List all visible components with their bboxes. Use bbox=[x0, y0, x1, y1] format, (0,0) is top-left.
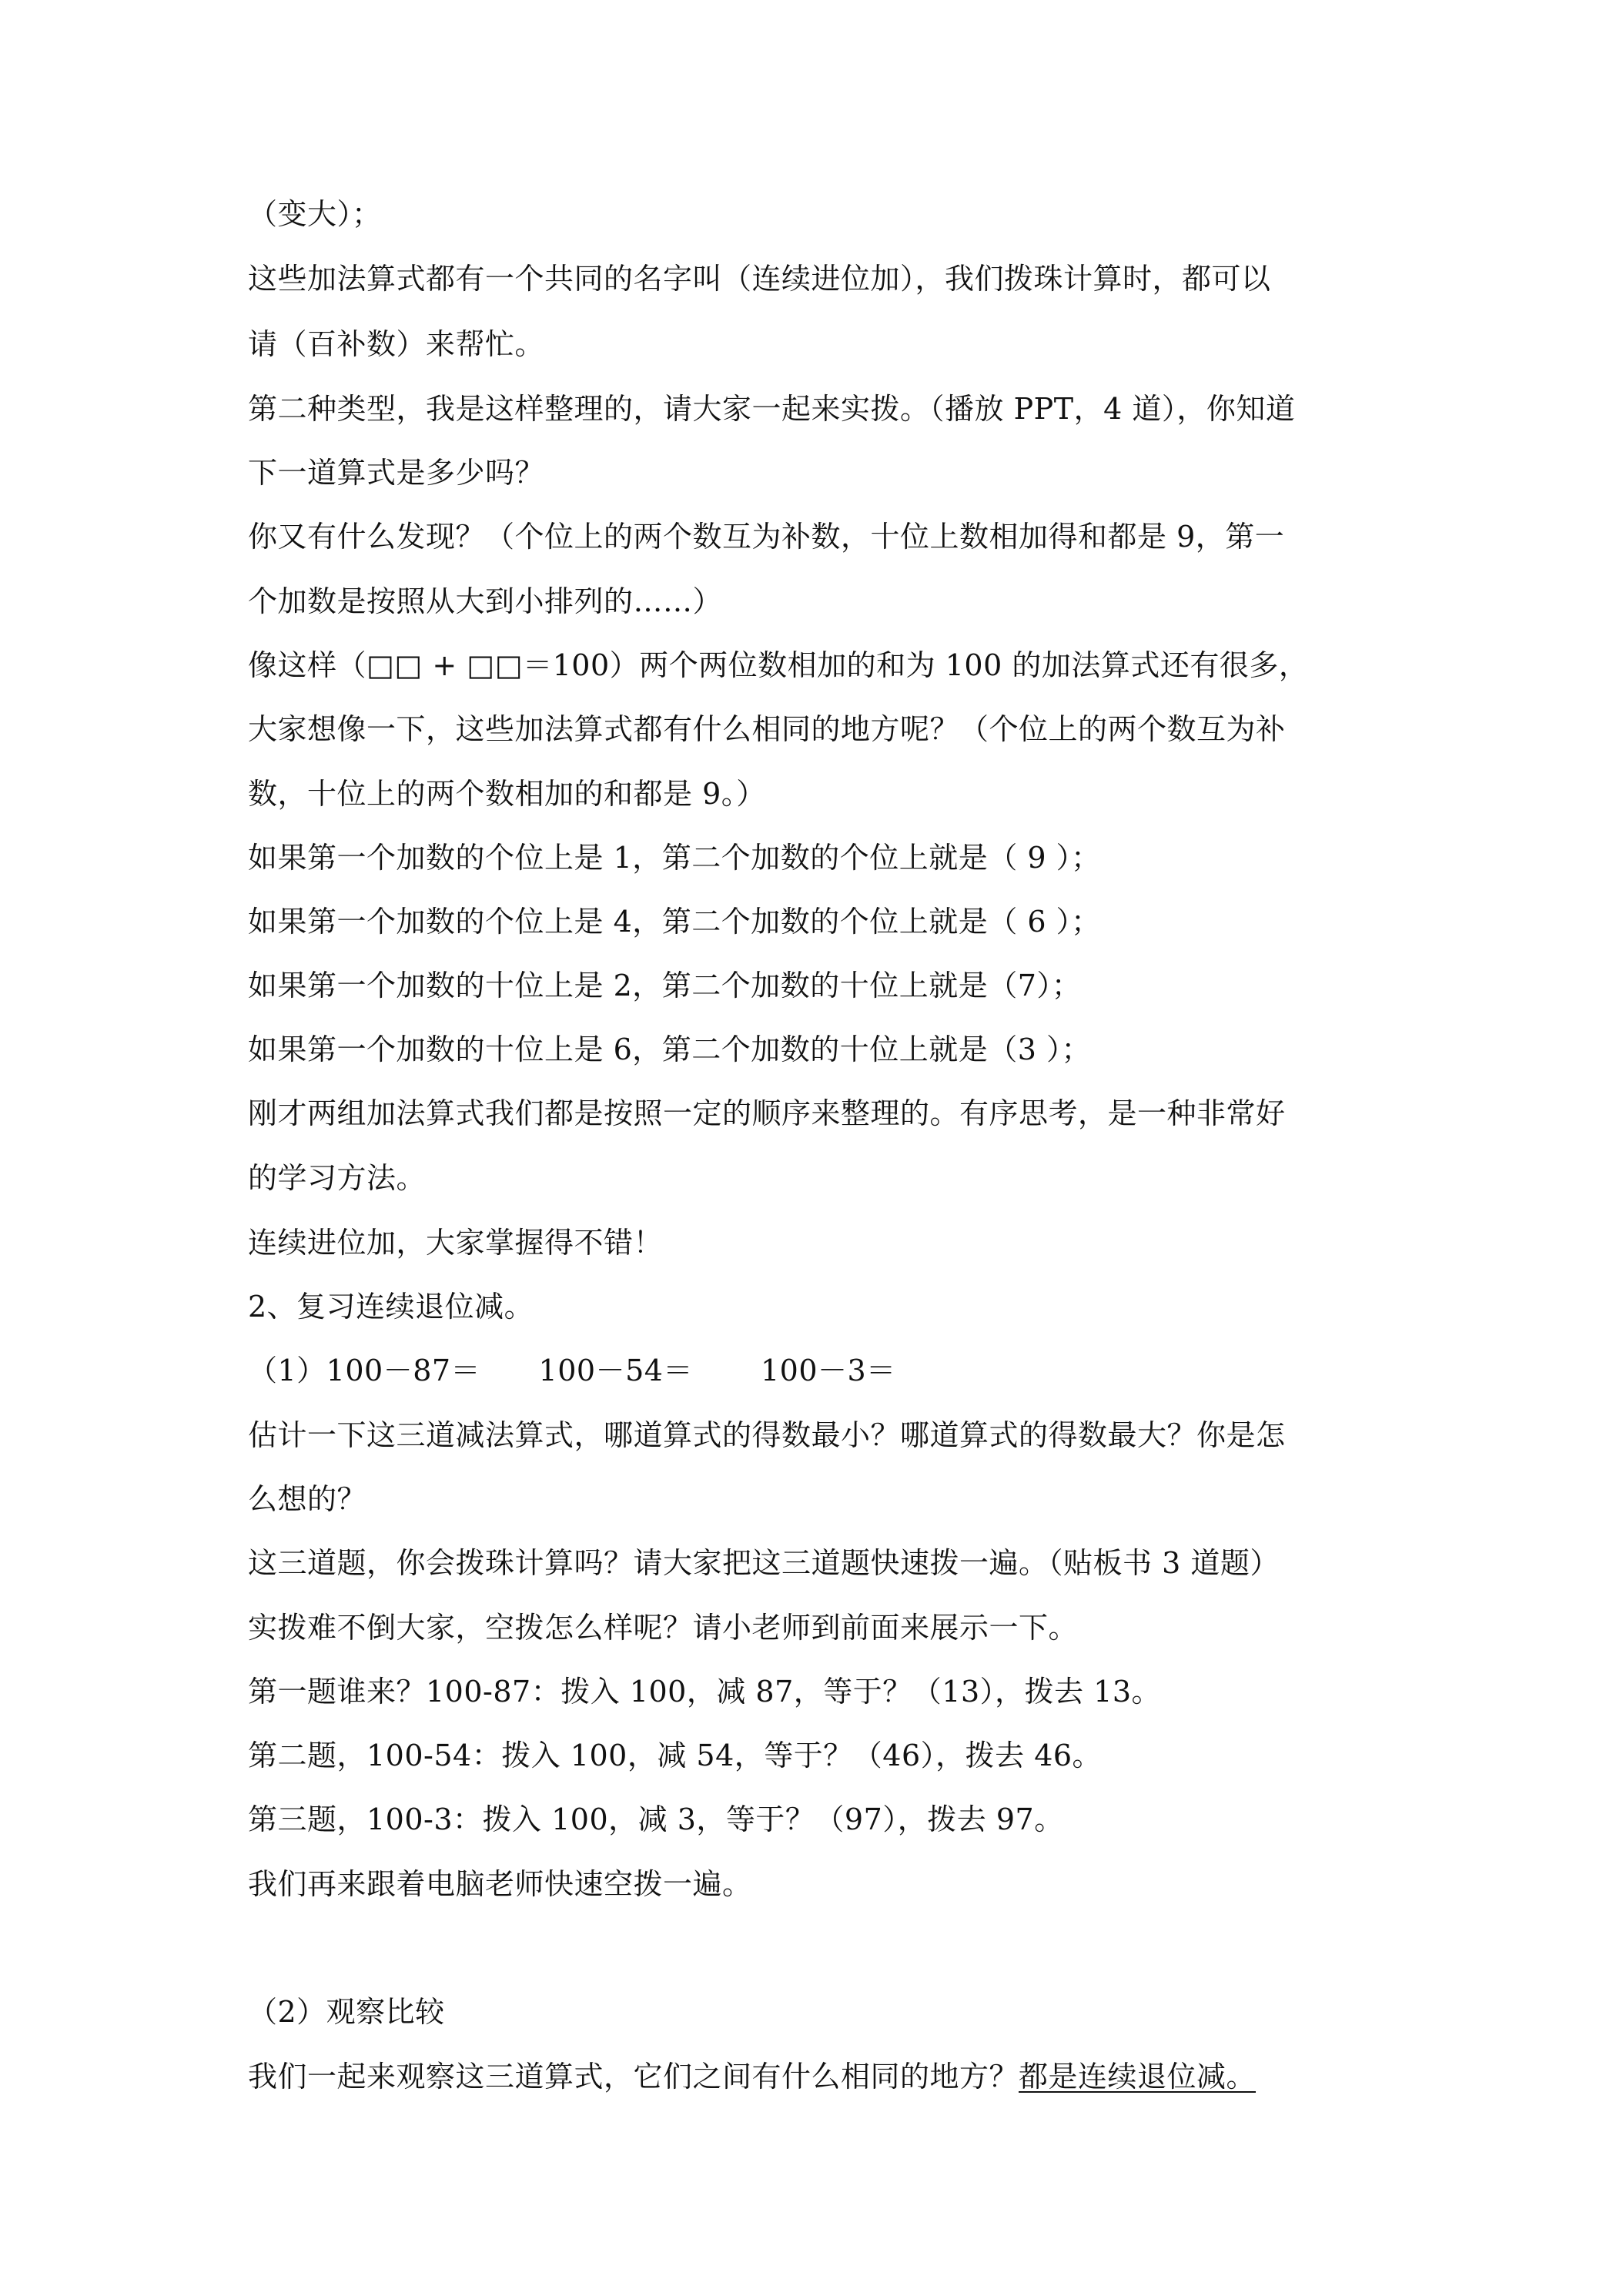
text-line bbox=[248, 2058, 1256, 2095]
text-line: 这些加法算式都有一个共同的名字叫（连续进位加），我们拨珠计算时，都可以 bbox=[248, 262, 1271, 296]
text-line: 第三题，100-3：拨入 100，减 3，等于？（97），拨去 97。 bbox=[248, 1802, 1064, 1836]
text-line: 第一题谁来？100-87：拨入 100，减 87，等于？（13），拨去 13。 bbox=[248, 1675, 1162, 1709]
question-text: 我们一起来观察这三道算式，它们之间有什么相同的地方？ bbox=[248, 2060, 1019, 2094]
text-line: （变大）； bbox=[248, 197, 382, 231]
text-line: 你又有什么发现？（个位上的两个数互为补数，十位上数相加得和都是 9，第一 bbox=[248, 520, 1285, 554]
text-line: 个加数是按照从大到小排列的……） bbox=[248, 584, 723, 618]
text-line: 连续进位加，大家掌握得不错！ bbox=[248, 1226, 664, 1260]
text-line: 实拨难不倒大家，空拨怎么样呢？请小老师到前面来展示一下。 bbox=[248, 1611, 1079, 1645]
text-line: 大家想像一下，这些加法算式都有什么相同的地方呢？（个位上的两个数互为补 bbox=[248, 712, 1286, 746]
text-line: 这三道题，你会拨珠计算吗？请大家把这三道题快速拨一遍。（贴板书 3 道题） bbox=[248, 1546, 1280, 1580]
text-line: 请（百补数）来帮忙。 bbox=[248, 327, 545, 361]
text-line: 的学习方法。 bbox=[248, 1161, 427, 1195]
text-line: 么想的？ bbox=[248, 1482, 367, 1516]
text-line: 我们再来跟着电脑老师快速空拨一遍。 bbox=[248, 1867, 752, 1901]
text-line: 下一道算式是多少吗？ bbox=[248, 456, 545, 490]
text-line: 第二种类型，我是这样整理的，请大家一起来实拨。（播放 PPT，4 道），你知道 bbox=[248, 392, 1296, 426]
text-line: 数，十位上的两个数相加的和都是 9。） bbox=[248, 777, 766, 811]
text-line: 刚才两组加法算式我们都是按照一定的顺序来整理的。有序思考，是一种非常好 bbox=[248, 1096, 1286, 1130]
text-line: 估计一下这三道减法算式，哪道算式的得数最小？哪道算式的得数最大？你是怎 bbox=[248, 1418, 1286, 1452]
section-heading: （2）观察比较 bbox=[248, 1995, 445, 2029]
section-heading: 2、复习连续退位减。 bbox=[248, 1290, 534, 1324]
text-line: 像这样（□□ + □□＝100）两个两位数相加的和为 100 的加法算式还有很多， bbox=[248, 648, 1309, 682]
equation-line: （1）100－87＝ 100－54＝ 100－3＝ bbox=[248, 1354, 896, 1387]
text-line: 如果第一个加数的个位上是 4，第二个加数的个位上就是（ 6 ）； bbox=[248, 905, 1101, 939]
text-line: 如果第一个加数的个位上是 1，第二个加数的个位上就是（ 9 ）； bbox=[248, 841, 1101, 875]
text-line: 如果第一个加数的十位上是 6，第二个加数的十位上就是（3 ）； bbox=[248, 1033, 1092, 1066]
underlined-answer: 都是连续退位减。 bbox=[1019, 2060, 1257, 2094]
text-line: 如果第一个加数的十位上是 2，第二个加数的十位上就是（7）； bbox=[248, 969, 1082, 1002]
text-line: 第二题，100-54：拨入 100，减 54，等于？（46），拨去 46。 bbox=[248, 1739, 1103, 1772]
